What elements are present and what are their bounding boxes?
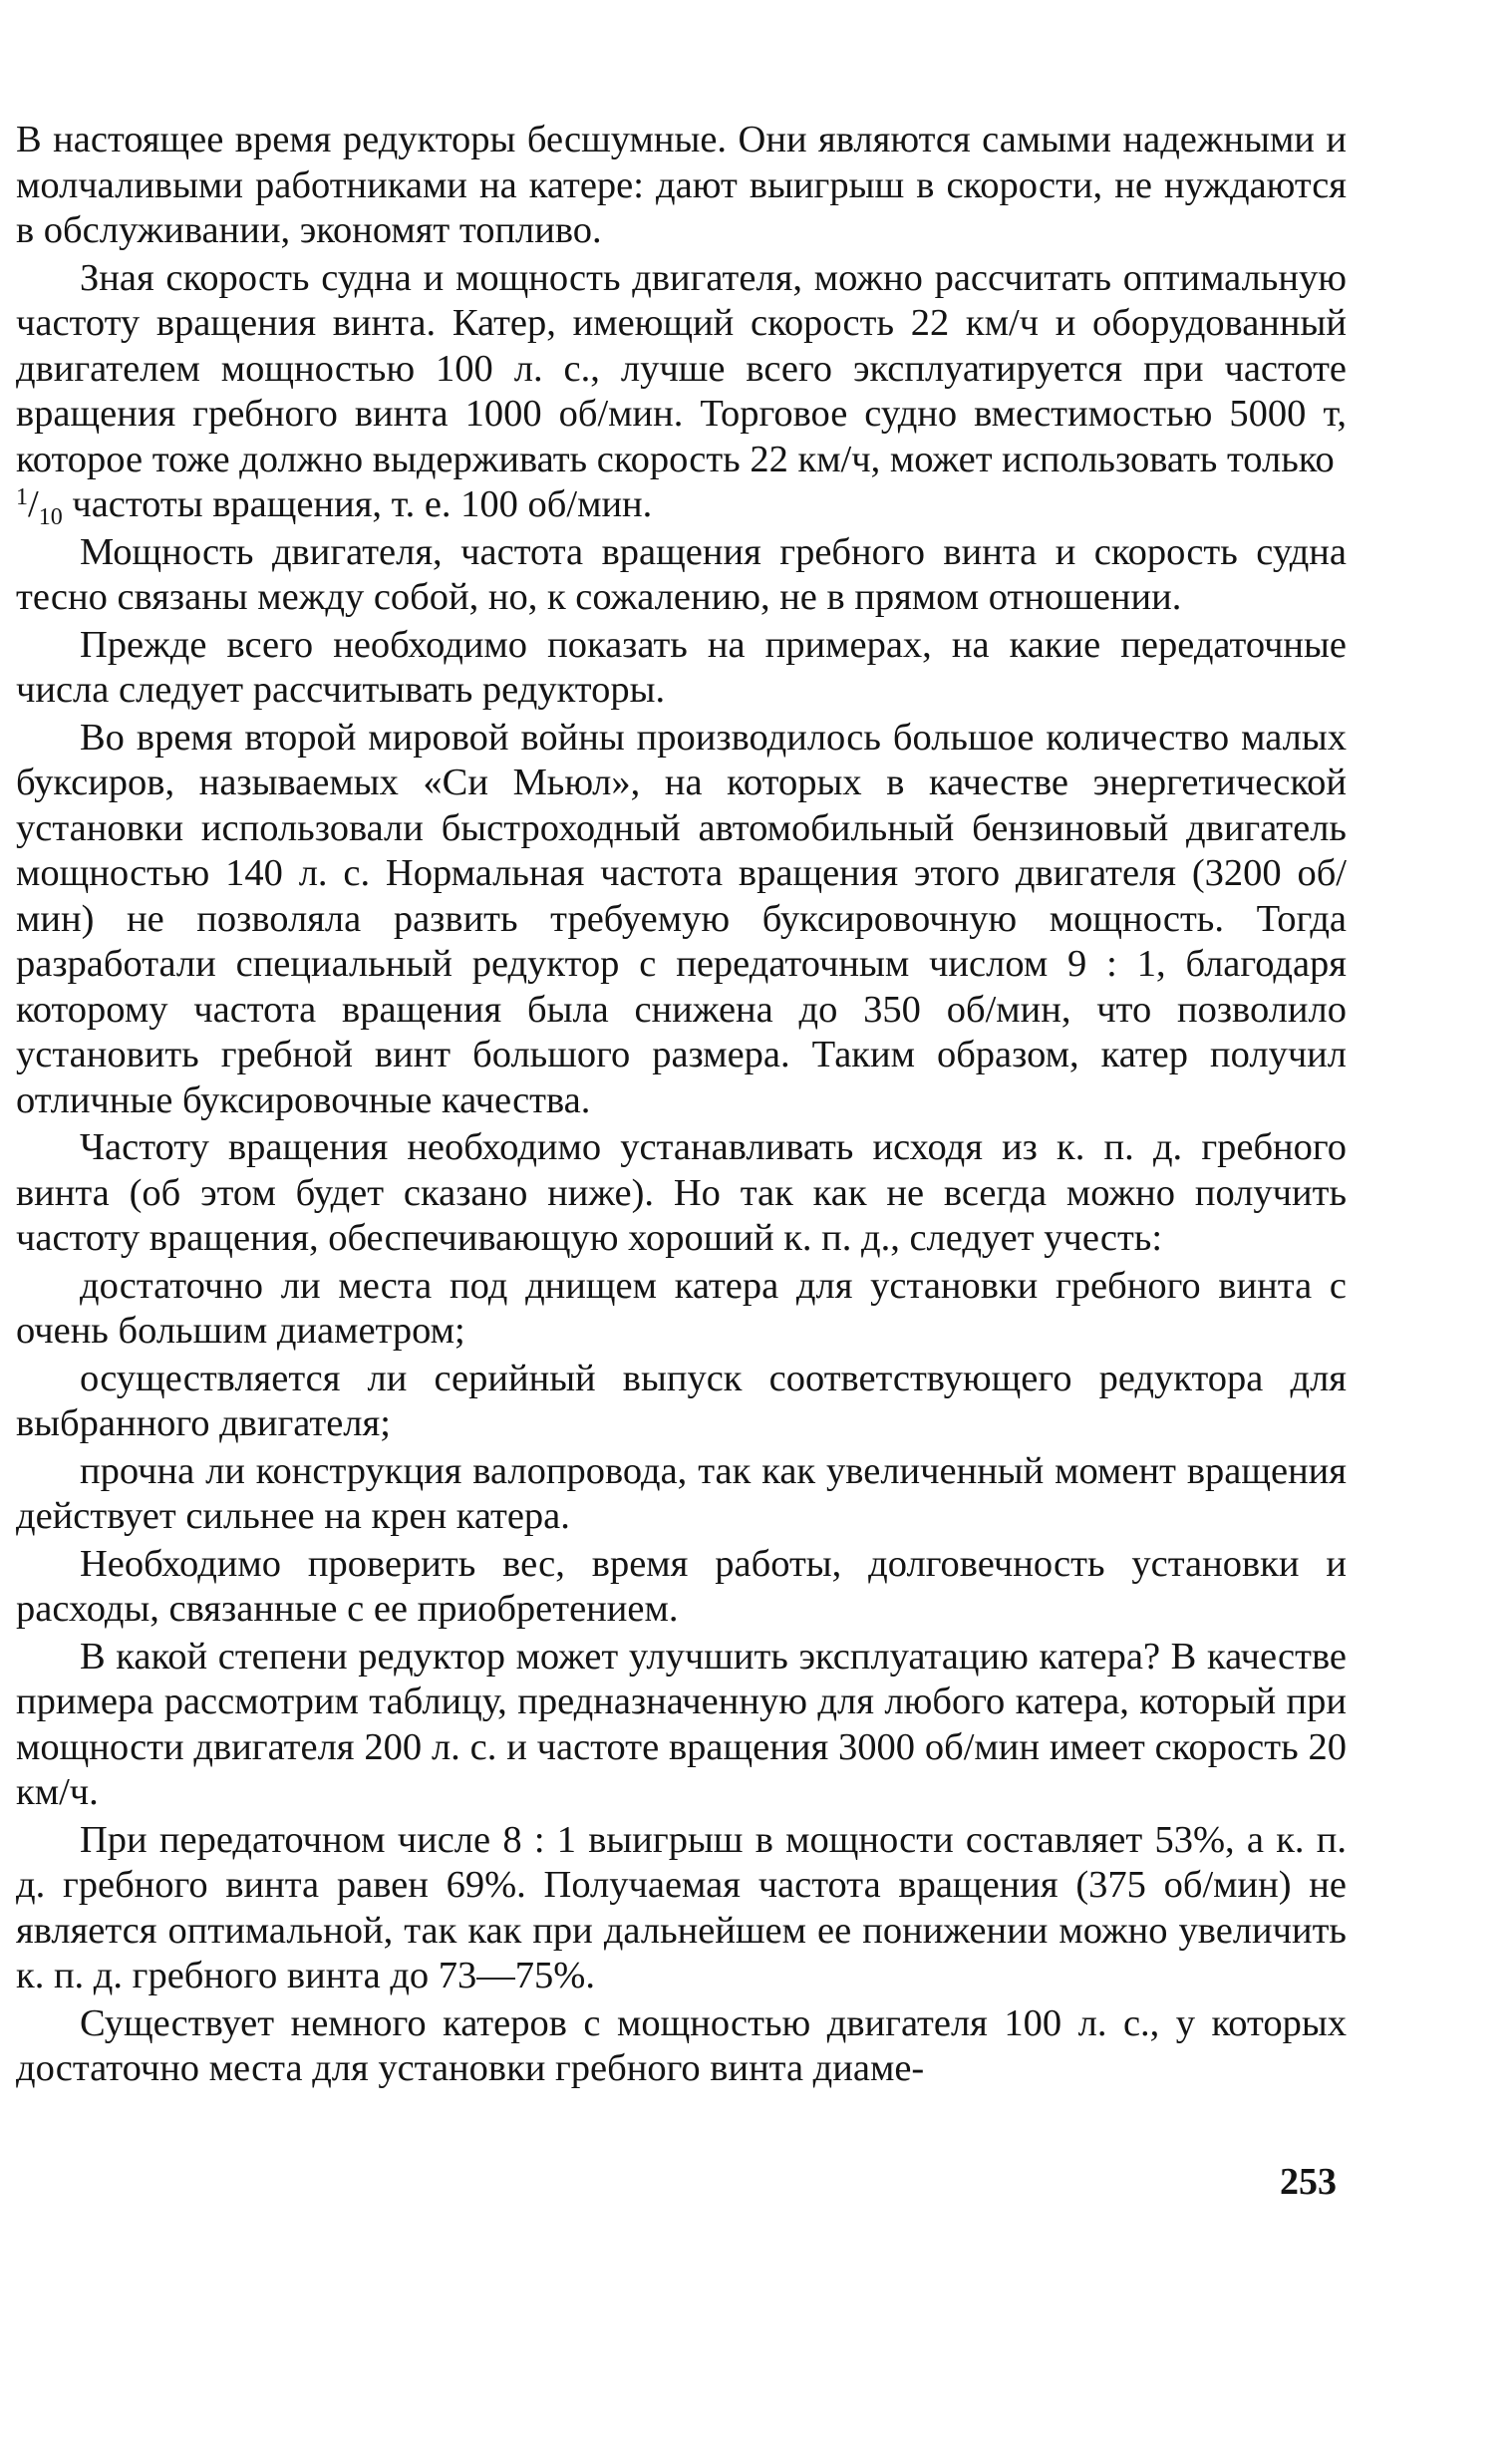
list-item: осуществляется ли серийный выпуск соответствующего редуктора для выбранного двигателя; [16,1357,1347,1444]
paragraph: При передаточном числе 8 : 1 выигрыш в мощности составляет 53%, а к. п. д. гребного винта равен 69%. Получаемая частота вращения (375 об/мин) не является оптимальной, так как при дальнейшем ее понижении можно увеличить к. п. д. гребного винта до 73—75%. [16,1818,1347,1996]
fraction [16,483,63,530]
paragraph-text: Зная скорость судна и мощность двигателя, можно рассчитать оптимальную частоту вращения винта. Катер, имеющий скорость 22 км/ч и оборудованный двигателем мощностью 100 л. с., лучше всего эксплуатируется при частоте вращения гребного винта 1000 об/мин. Торговое судно вместимостью 5000 т, которое тоже должно выдерживать скорость 22 км/ч, может использовать только [16,256,1347,480]
paragraph: В какой степени редуктор может улучшить эксплуатацию катера? В качестве примера рассмотрим таблицу, предназначенную для любого катера, который при мощности двигателя 200 л. с. и частоте вращения 3000 об/мин имеет скорость 20 км/ч. [16,1635,1347,1813]
fraction-denominator: 10 [38,504,63,530]
fraction-slash: / [28,483,39,525]
paragraph: Во время второй мировой войны производилось большое количество малых буксиров, называемых «Си Мьюл», на которых в качестве энергетической установки использовали быстроходный автомобильный бензиновый двигатель мощностью 140 л. с. Нормальная частота вращения этого двигателя (3200 об/мин) не позволяла развить требуемую буксировочную мощность. Тогда разработали специальный редуктор с передаточным числом 9 : 1, благодаря которому частота вращения была снижена до 350 об/мин, что позволило установить гребной винт большого размера. Таким образом, катер получил отличные буксировочные качества. [16,716,1347,1121]
fraction-tail: частоты вращения, т. е. 100 об/мин. [62,483,653,525]
paragraph: Необходимо проверить вес, время работы, долговечность установки и расходы, связанные с ее приобретением. [16,1542,1347,1630]
paragraph: Существует немного катеров с мощностью двигателя 100 л. с., у которых достаточно места для установки гребного винта диаме- [16,2001,1347,2089]
paragraph: Мощность двигателя, частота вращения гребного винта и скорость судна тесно связаны между собой, но, к сожалению, не в прямом отношении. [16,530,1347,618]
page-number: 253 [1280,2161,1337,2203]
paragraph: Прежде всего необходимо показать на примерах, на какие передаточные числа следует рассчитывать редукторы. [16,623,1347,711]
fraction-numerator: 1 [16,484,28,510]
page-text [16,118,1347,2092]
list-item: прочна ли конструкция валопровода, так как увеличенный момент вращения действует сильнее на крен катера. [16,1449,1347,1537]
paragraph: В настоящее время редукторы бесшумные. Они являются самыми надежными и молчаливыми работниками на катере: дают выигрыш в скорости, не нуждаются в обслуживании, экономят топливо. [16,119,1347,251]
list-item: достаточно ли места под днищем катера для установки гребного винта с очень большим диаметром; [16,1264,1347,1352]
paragraph: Частоту вращения необходимо устанавливать исходя из к. п. д. гребного винта (об этом будет сказано ниже). Но так как не всегда можно получить частоту вращения, обеспечивающую хороший к. п. д., следует учесть: [16,1126,1347,1259]
paragraph [16,256,1347,528]
